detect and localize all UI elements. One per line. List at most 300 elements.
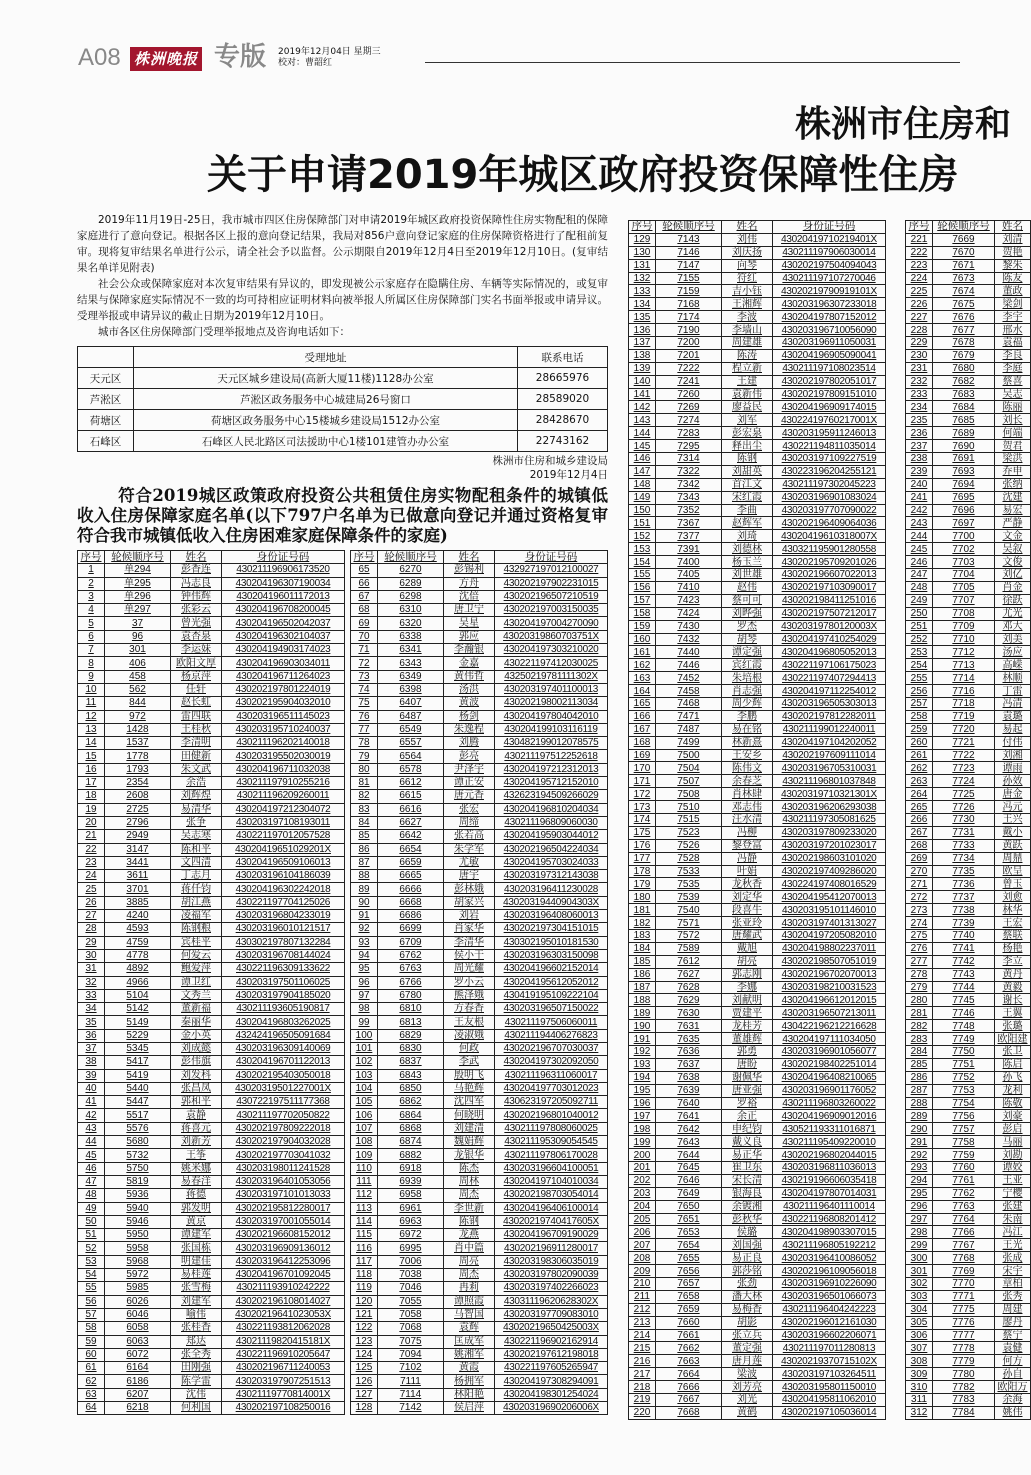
headline-line1: 株洲市住房和 xyxy=(795,104,1012,145)
table-row xyxy=(629,672,886,685)
name: 尤光 xyxy=(995,607,1031,620)
row-number: 3 xyxy=(78,590,105,603)
table-row xyxy=(78,1149,345,1162)
name: 何端 xyxy=(995,427,1031,440)
queue-number: 5732 xyxy=(105,1149,171,1162)
table-row xyxy=(78,1056,345,1069)
name: 章柏 xyxy=(995,1278,1031,1291)
id-number: 430221197605265947 xyxy=(495,1362,608,1375)
table-row xyxy=(78,883,345,896)
row-number: 181 xyxy=(629,904,656,917)
row-number: 65 xyxy=(351,564,378,577)
row-number: 131 xyxy=(629,259,656,272)
table-row xyxy=(629,272,886,285)
id-number: 430204195811062010 xyxy=(773,1394,886,1407)
table-row xyxy=(78,949,345,962)
row-number: 126 xyxy=(351,1375,378,1388)
name: 段喜牛 xyxy=(722,904,773,917)
id-number: 43020319501227001X xyxy=(222,1082,345,1095)
name: 肖志强 xyxy=(722,685,773,698)
queue-number: 7342 xyxy=(656,478,722,491)
row-number: 106 xyxy=(351,1109,378,1122)
row-number: 207 xyxy=(629,1239,656,1252)
queue-number: 7749 xyxy=(933,1033,995,1046)
row-number: 263 xyxy=(906,775,933,788)
name: 蔡喜 xyxy=(995,375,1031,388)
name: 黎登富 xyxy=(722,839,773,852)
queue-number: 5985 xyxy=(105,1282,171,1295)
name-list-table xyxy=(350,550,608,1415)
id-number: 43020319690206006X xyxy=(495,1402,608,1415)
row-number: 58 xyxy=(78,1322,105,1335)
table-row xyxy=(629,1278,886,1291)
table-row xyxy=(78,1269,345,1282)
table-row xyxy=(351,1016,608,1029)
name: 尤敏 xyxy=(444,856,495,869)
name: 陈伟文 xyxy=(722,762,773,775)
row-number: 67 xyxy=(351,590,378,603)
row-number: 308 xyxy=(906,1355,933,1368)
row-number: 64 xyxy=(78,1402,105,1415)
row-number: 113 xyxy=(351,1202,378,1215)
name: 刘建清 xyxy=(444,1122,495,1135)
table-row xyxy=(906,272,1031,285)
queue-number: 7693 xyxy=(933,465,995,478)
id-number: 430202195812280017 xyxy=(222,1202,345,1215)
table-row xyxy=(629,1406,886,1419)
name: 龙利 xyxy=(995,1084,1031,1097)
row-number: 81 xyxy=(351,777,378,790)
table-row xyxy=(351,1308,608,1321)
table-row xyxy=(351,644,608,657)
id-number: 430202198603101020 xyxy=(773,852,886,865)
name: 高嵘 xyxy=(995,659,1031,672)
table-row xyxy=(351,976,608,989)
queue-number: 7423 xyxy=(656,594,722,607)
table-row xyxy=(906,736,1031,749)
list-header-row xyxy=(78,551,345,564)
table-row xyxy=(629,1187,886,1200)
row-number: 250 xyxy=(906,607,933,620)
row-number: 224 xyxy=(906,272,933,285)
name-list-table xyxy=(77,550,345,1415)
table-row xyxy=(906,440,1031,453)
id-number: 430211196202140018 xyxy=(222,737,345,750)
name: 林华 xyxy=(995,904,1031,917)
header-cell: 姓名 xyxy=(171,551,222,564)
name: 文俊 xyxy=(995,556,1031,569)
name: 申纪钧 xyxy=(722,1123,773,1136)
table-row xyxy=(78,737,345,750)
table-row xyxy=(78,670,345,683)
queue-number: 5229 xyxy=(105,1029,171,1042)
name: 廖益民 xyxy=(722,401,773,414)
row-number: 35 xyxy=(78,1016,105,1029)
table-row xyxy=(629,594,886,607)
queue-number: 5576 xyxy=(105,1122,171,1135)
table-row xyxy=(629,311,886,324)
table-row xyxy=(906,710,1031,723)
queue-number: 6780 xyxy=(378,989,444,1002)
row-number: 140 xyxy=(629,375,656,388)
table-row xyxy=(351,870,608,883)
name: 邓大 xyxy=(995,620,1031,633)
queue-number: 7768 xyxy=(933,1252,995,1265)
row-number: 265 xyxy=(906,801,933,814)
table-row xyxy=(629,569,886,582)
table-row xyxy=(906,1084,1031,1097)
row-number: 280 xyxy=(906,994,933,1007)
name: 罗小云 xyxy=(444,976,495,989)
row-number: 10 xyxy=(78,683,105,696)
queue-number: 7055 xyxy=(378,1295,444,1308)
table-row xyxy=(906,852,1031,865)
table-row xyxy=(629,1174,886,1187)
header-cell: 身份证号码 xyxy=(773,221,886,234)
queue-number: 7777 xyxy=(933,1329,995,1342)
table-row xyxy=(351,683,608,696)
name: 肖家华 xyxy=(444,923,495,936)
table-row xyxy=(629,1007,886,1020)
name: 秦丽华 xyxy=(171,1016,222,1029)
table-row xyxy=(906,891,1031,904)
id-number: 430203198210031523 xyxy=(773,981,886,994)
name: 张桂香 xyxy=(171,1322,222,1335)
id-number: 430202198002113034 xyxy=(495,697,608,710)
queue-number: 6810 xyxy=(378,1003,444,1016)
queue-number: 1537 xyxy=(105,737,171,750)
table-row xyxy=(78,1162,345,1175)
id-number: 430203196901056077 xyxy=(773,1046,886,1059)
table-row xyxy=(629,246,886,259)
name: 易清华 xyxy=(171,803,222,816)
newspaper-logo: 株洲晚报 xyxy=(130,47,202,71)
table-row xyxy=(629,1316,886,1329)
queue-number: 7670 xyxy=(933,246,995,259)
row-number: 208 xyxy=(629,1252,656,1265)
table-row xyxy=(906,1058,1031,1071)
id-number: 430223196204255121 xyxy=(773,465,886,478)
queue-number: 6072 xyxy=(105,1348,171,1361)
name: 张成 xyxy=(995,1252,1031,1265)
table-row xyxy=(351,1096,608,1109)
id-number: 430202197812282011 xyxy=(773,710,886,723)
table-row xyxy=(351,1202,608,1215)
table-row xyxy=(78,697,345,710)
name: 戴小 xyxy=(995,826,1031,839)
id-number: 430211196906173520 xyxy=(222,564,345,577)
name: 黄伟哲 xyxy=(444,670,495,683)
table-row xyxy=(906,1278,1031,1291)
row-number: 71 xyxy=(351,644,378,657)
row-number: 132 xyxy=(629,272,656,285)
queue-number: 6310 xyxy=(378,604,444,617)
row-number: 7 xyxy=(78,644,105,657)
queue-number: 7612 xyxy=(656,955,722,968)
name: 李宇 xyxy=(995,311,1031,324)
table-row xyxy=(906,556,1031,569)
table-row xyxy=(906,1110,1031,1123)
row-number: 184 xyxy=(629,942,656,955)
id-number: 430202197003150035 xyxy=(495,604,608,617)
id-number: 430203196901083024 xyxy=(773,491,886,504)
id-number: 430203196206293038 xyxy=(773,801,886,814)
intro-paragraph: 社会公众或保障家庭对本次复审结果有异议的，即发现被公示家庭存在隐瞒住房、车辆等实际情况的，或复审结果与保障家庭实际情况不一致的均可持相应证明材料向被举报人所属区住房保障部门实名书面举报或申请异议。受理举报或申请异议的截止日期为2019年12月10日。 xyxy=(77,278,608,322)
id-number: 430204197807152012 xyxy=(773,311,886,324)
queue-number: 7641 xyxy=(656,1110,722,1123)
id-number: 430221196808201412 xyxy=(773,1213,886,1226)
table-row xyxy=(351,1269,608,1282)
name: 冯柳 xyxy=(722,826,773,839)
row-number: 74 xyxy=(351,683,378,696)
queue-number: 5950 xyxy=(105,1229,171,1242)
name: 刘豪 xyxy=(995,1110,1031,1123)
queue-number: 5417 xyxy=(105,1056,171,1069)
name: 宋宇 xyxy=(995,1265,1031,1278)
row-number: 23 xyxy=(78,856,105,869)
id-number: 430211197302045223 xyxy=(773,478,886,491)
table-row xyxy=(906,813,1031,826)
name: 欧呈 xyxy=(995,865,1031,878)
name: 张雪梅 xyxy=(171,1282,222,1295)
table-row xyxy=(629,504,886,517)
name: 龙桂芳 xyxy=(722,1020,773,1033)
id-number: 430204198301254024 xyxy=(495,1388,608,1401)
queue-number: 2354 xyxy=(105,777,171,790)
row-number: 261 xyxy=(906,749,933,762)
signature xyxy=(77,454,608,482)
queue-number: 7499 xyxy=(656,736,722,749)
row-number: 238 xyxy=(906,453,933,466)
queue-number: 6026 xyxy=(105,1295,171,1308)
name: 邓志伟 xyxy=(722,801,773,814)
name: 冯元 xyxy=(995,801,1031,814)
queue-number: 7743 xyxy=(933,968,995,981)
table-row xyxy=(906,594,1031,607)
table-row xyxy=(906,788,1031,801)
queue-number: 6963 xyxy=(378,1215,444,1228)
name: 董雄辉 xyxy=(722,1033,773,1046)
table-row xyxy=(906,1123,1031,1136)
row-number: 158 xyxy=(629,607,656,620)
name: 胡琴 xyxy=(722,633,773,646)
id-number: 430202198411251016 xyxy=(773,594,886,607)
id-number: 430211196209260011 xyxy=(222,790,345,803)
name: 张争 xyxy=(171,816,222,829)
queue-number: 7679 xyxy=(933,349,995,362)
row-number: 69 xyxy=(351,617,378,630)
queue-number: 6829 xyxy=(378,1029,444,1042)
id-number: 430202196608152012 xyxy=(222,1229,345,1242)
name: 何政 xyxy=(444,1042,495,1055)
queue-number: 7745 xyxy=(933,994,995,1007)
row-number: 310 xyxy=(906,1381,933,1394)
table-row xyxy=(78,936,345,949)
queue-number: 7046 xyxy=(378,1282,444,1295)
queue-number: 5940 xyxy=(105,1202,171,1215)
queue-number: 6407 xyxy=(378,697,444,710)
queue-number: 7649 xyxy=(656,1187,722,1200)
table-row xyxy=(629,491,886,504)
queue-number: 3701 xyxy=(105,883,171,896)
id-number: 430211199012240011 xyxy=(773,723,886,736)
id-number: 430204194903174023 xyxy=(222,644,345,657)
name: 汤洪 xyxy=(444,683,495,696)
queue-number: 6627 xyxy=(378,816,444,829)
name: 李武 xyxy=(444,1056,495,1069)
table-row xyxy=(629,1342,886,1355)
row-number: 167 xyxy=(629,723,656,736)
table-row xyxy=(906,1355,1031,1368)
row-number: 43 xyxy=(78,1122,105,1135)
id-number: 430203196408060013 xyxy=(495,910,608,923)
name: 刘定华 xyxy=(722,891,773,904)
row-number: 14 xyxy=(78,737,105,750)
row-number: 60 xyxy=(78,1348,105,1361)
table-row xyxy=(629,633,886,646)
queue-number: 4778 xyxy=(105,949,171,962)
row-number: 243 xyxy=(906,517,933,530)
table-row xyxy=(629,427,886,440)
row-number: 175 xyxy=(629,826,656,839)
row-number: 210 xyxy=(629,1278,656,1291)
id-number: 430482199012078575 xyxy=(495,737,608,750)
queue-number: 7764 xyxy=(933,1213,995,1226)
row-number: 117 xyxy=(351,1255,378,1268)
queue-number: 6868 xyxy=(378,1122,444,1135)
table-row xyxy=(906,362,1031,375)
queue-number: 5440 xyxy=(105,1082,171,1095)
id-number: 43020419710219401X xyxy=(773,233,886,246)
table-row xyxy=(906,1033,1031,1046)
row-number: 183 xyxy=(629,929,656,942)
table-row xyxy=(629,1046,886,1059)
queue-number: 7751 xyxy=(933,1058,995,1071)
table-row xyxy=(906,801,1031,814)
id-number: 430203196010121517 xyxy=(222,923,345,936)
queue-number: 7719 xyxy=(933,710,995,723)
table-row xyxy=(629,375,886,388)
table-row xyxy=(906,968,1031,981)
table-row xyxy=(629,1303,886,1316)
id-number: 430202196507210519 xyxy=(495,590,608,603)
queue-number: 7533 xyxy=(656,865,722,878)
name: 张卫 xyxy=(995,1046,1031,1059)
row-number: 306 xyxy=(906,1329,933,1342)
row-number: 182 xyxy=(629,917,656,930)
row-number: 303 xyxy=(906,1290,933,1303)
name: 郑达 xyxy=(171,1335,222,1348)
list-header-row xyxy=(351,551,608,564)
table-row xyxy=(906,659,1031,672)
id-number: 430204196701122013 xyxy=(222,1056,345,1069)
name: 凌淑娥 xyxy=(444,1029,495,1042)
row-number: 295 xyxy=(906,1187,933,1200)
queue-number: 7526 xyxy=(656,839,722,852)
name: 刘甜英 xyxy=(722,465,773,478)
queue-number: 406 xyxy=(105,657,171,670)
row-number: 259 xyxy=(906,723,933,736)
name: 沈伟 xyxy=(171,1388,222,1401)
row-number: 235 xyxy=(906,414,933,427)
row-number: 27 xyxy=(78,910,105,923)
name: 余海 xyxy=(995,1394,1031,1407)
row-number: 296 xyxy=(906,1200,933,1213)
id-number: 43020219641023053X xyxy=(222,1308,345,1321)
row-number: 151 xyxy=(629,517,656,530)
queue-number: 6578 xyxy=(378,763,444,776)
row-number: 57 xyxy=(78,1308,105,1321)
queue-number: 7713 xyxy=(933,659,995,672)
name: 刘美 xyxy=(995,633,1031,646)
name: 周杰 xyxy=(444,1189,495,1202)
id-number: 430204196011172013 xyxy=(222,590,345,603)
queue-number: 6709 xyxy=(378,936,444,949)
queue-number: 5104 xyxy=(105,989,171,1002)
id-number: 430202196607022013 xyxy=(773,569,886,582)
name: 杨玉兰 xyxy=(722,556,773,569)
row-number: 130 xyxy=(629,246,656,259)
table-row xyxy=(906,1226,1031,1239)
name: 林顺 xyxy=(995,672,1031,685)
list-title: 符合2019城区政策政府投资公共租赁住房实物配租条件的城镇低收入住房保障家庭名单(以下797户名单为已做意向登记并通过资格复审符合我市城镇低收入住房困难家庭保障条件的家庭) xyxy=(77,486,608,545)
row-number: 80 xyxy=(351,763,378,776)
name: 尹泽宇 xyxy=(444,763,495,776)
queue-number: 7761 xyxy=(933,1174,995,1187)
name: 黄毅 xyxy=(995,981,1031,994)
id-number: 430211197512252618 xyxy=(495,750,608,763)
table-row xyxy=(906,1200,1031,1213)
intro-paragraph: 城市各区住房保障部门受理举报地点及咨询电话如下： xyxy=(98,326,350,338)
queue-number: 1793 xyxy=(105,763,171,776)
row-number: 148 xyxy=(629,478,656,491)
table-row xyxy=(906,530,1031,543)
table-row xyxy=(78,777,345,790)
id-number: 430203197907251513 xyxy=(222,1375,345,1388)
table-row xyxy=(78,910,345,923)
id-number: 430211195309054545 xyxy=(495,1136,608,1149)
name: 王安乡 xyxy=(722,749,773,762)
row-number: 201 xyxy=(629,1162,656,1175)
queue-number: 7222 xyxy=(656,362,722,375)
table-row xyxy=(629,904,886,917)
id-number: 430204196905090041 xyxy=(773,349,886,362)
name: 张亚玲 xyxy=(722,917,773,930)
name: 宾桂平 xyxy=(171,936,222,949)
name: 喻伟 xyxy=(171,1308,222,1321)
name: 刘成懿 xyxy=(171,1042,222,1055)
queue-number: 6549 xyxy=(378,723,444,736)
id-number: 430203196410086052 xyxy=(773,1252,886,1265)
queue-number: 6343 xyxy=(378,657,444,670)
header-cell: 序号 xyxy=(629,221,656,234)
name: 余浩 xyxy=(171,777,222,790)
row-number: 11 xyxy=(78,697,105,710)
row-number: 286 xyxy=(906,1071,933,1084)
table-row xyxy=(78,604,345,617)
row-number: 13 xyxy=(78,723,105,736)
row-number: 196 xyxy=(629,1097,656,1110)
queue-number: 5750 xyxy=(105,1162,171,1175)
queue-number: 7704 xyxy=(933,569,995,582)
id-number: 430203196602206071 xyxy=(773,1329,886,1342)
queue-number: 6668 xyxy=(378,896,444,909)
issue-date: 2019年12月04日 星期三 xyxy=(278,47,381,57)
row-number: 305 xyxy=(906,1316,933,1329)
name: 陈丽 xyxy=(995,401,1031,414)
queue-number: 6665 xyxy=(378,870,444,883)
header-cell: 身份证号码 xyxy=(222,551,345,564)
